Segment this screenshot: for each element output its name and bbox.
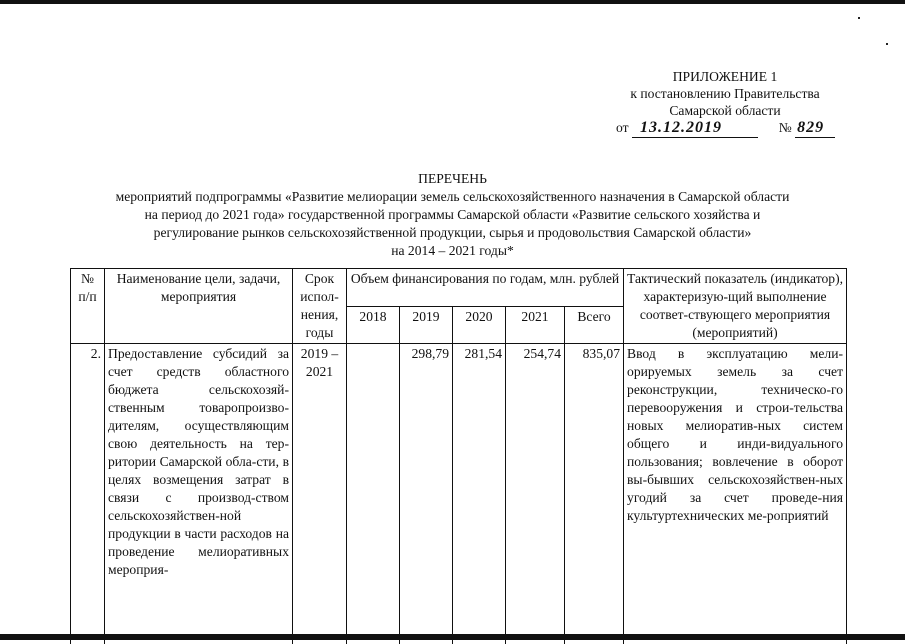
row-indicator: Ввод в эксплуатацию мели-орируемых земель за счет реконструкции, техническо-го перевооружения и строи-тельства новых мелиоратив-ных систем общего и инди-видуального пользования; вовлечение в оборот вы-бывших сельскохозяйствен-ных угодий за счет проведе-ния культуртехнических ме-роприятий [624,344,847,644]
scan-speck [858,17,860,19]
header-name: Наименование цели, задачи, мероприятия [105,269,293,344]
scan-speck [886,43,888,45]
appendix-label: ПРИЛОЖЕНИЕ 1 [672,69,778,84]
row-num: 2. [71,344,105,644]
header-num: № п/п [71,269,105,344]
header-funding: Объем финансирования по годам, млн. рублей [347,269,624,307]
table-row [71,344,847,644]
row-2021: 254,74 [506,344,565,644]
date-prefix: от [616,120,629,135]
approval-line [616,119,856,138]
header-year-2019: 2019 [400,306,453,344]
header-total: Всего [565,306,624,344]
header-year-2018: 2018 [347,306,400,344]
header-term: Срок испол-нения, годы [293,269,347,344]
measures-table [70,268,847,644]
appendix-resolution-line: к постановлению Правительства [630,86,820,101]
header-year-2021: 2021 [506,306,565,344]
appendix-region-line: Самарской области [669,103,781,118]
title-heading: ПЕРЕЧЕНЬ [418,171,487,186]
appendix-block [600,68,850,119]
handwritten-date: 13.12.2019 [632,119,758,138]
row-term: 2019 – 2021 [293,344,347,644]
header-indicator: Тактический показатель (индикатор), характеризую-щий выполнение соответ-ствующего мероприятия (мероприятий) [624,269,847,344]
title-line-2: на период до 2021 года» государственной программы Самарской области «Развитие сельского хозяйства и [144,207,761,222]
row-total: 835,07 [565,344,624,644]
title-line-1: мероприятий подпрограммы «Развитие мелиорации земель сельскохозяйственного назначения в Самарской области [115,189,790,204]
header-year-2020: 2020 [453,306,506,344]
title-line-3: регулирование рынков сельскохозяйственной продукции, сырья и продовольствия Самарской области» [153,225,752,240]
document-title [0,170,905,260]
row-2020: 281,54 [453,344,506,644]
header-row-1 [71,269,847,307]
number-prefix: № [778,120,792,135]
title-line-4: на 2014 – 2021 годы* [391,243,514,258]
scan-top-edge [0,0,905,4]
handwritten-number: 829 [795,119,835,138]
row-2019: 298,79 [400,344,453,644]
row-2018 [347,344,400,644]
row-name: Предоставление субсидий за счет средств областного бюджета сельскохозяй-ственным товаропроизво-дителям, осуществляющим свою деятельность на тер-ритории Самарской обла-сти, в целях возмещения затрат в связи с производ-ством сельскохозяйствен-ной продукции в части расходов на проведение мелиоративных мероприя- [105,344,293,644]
